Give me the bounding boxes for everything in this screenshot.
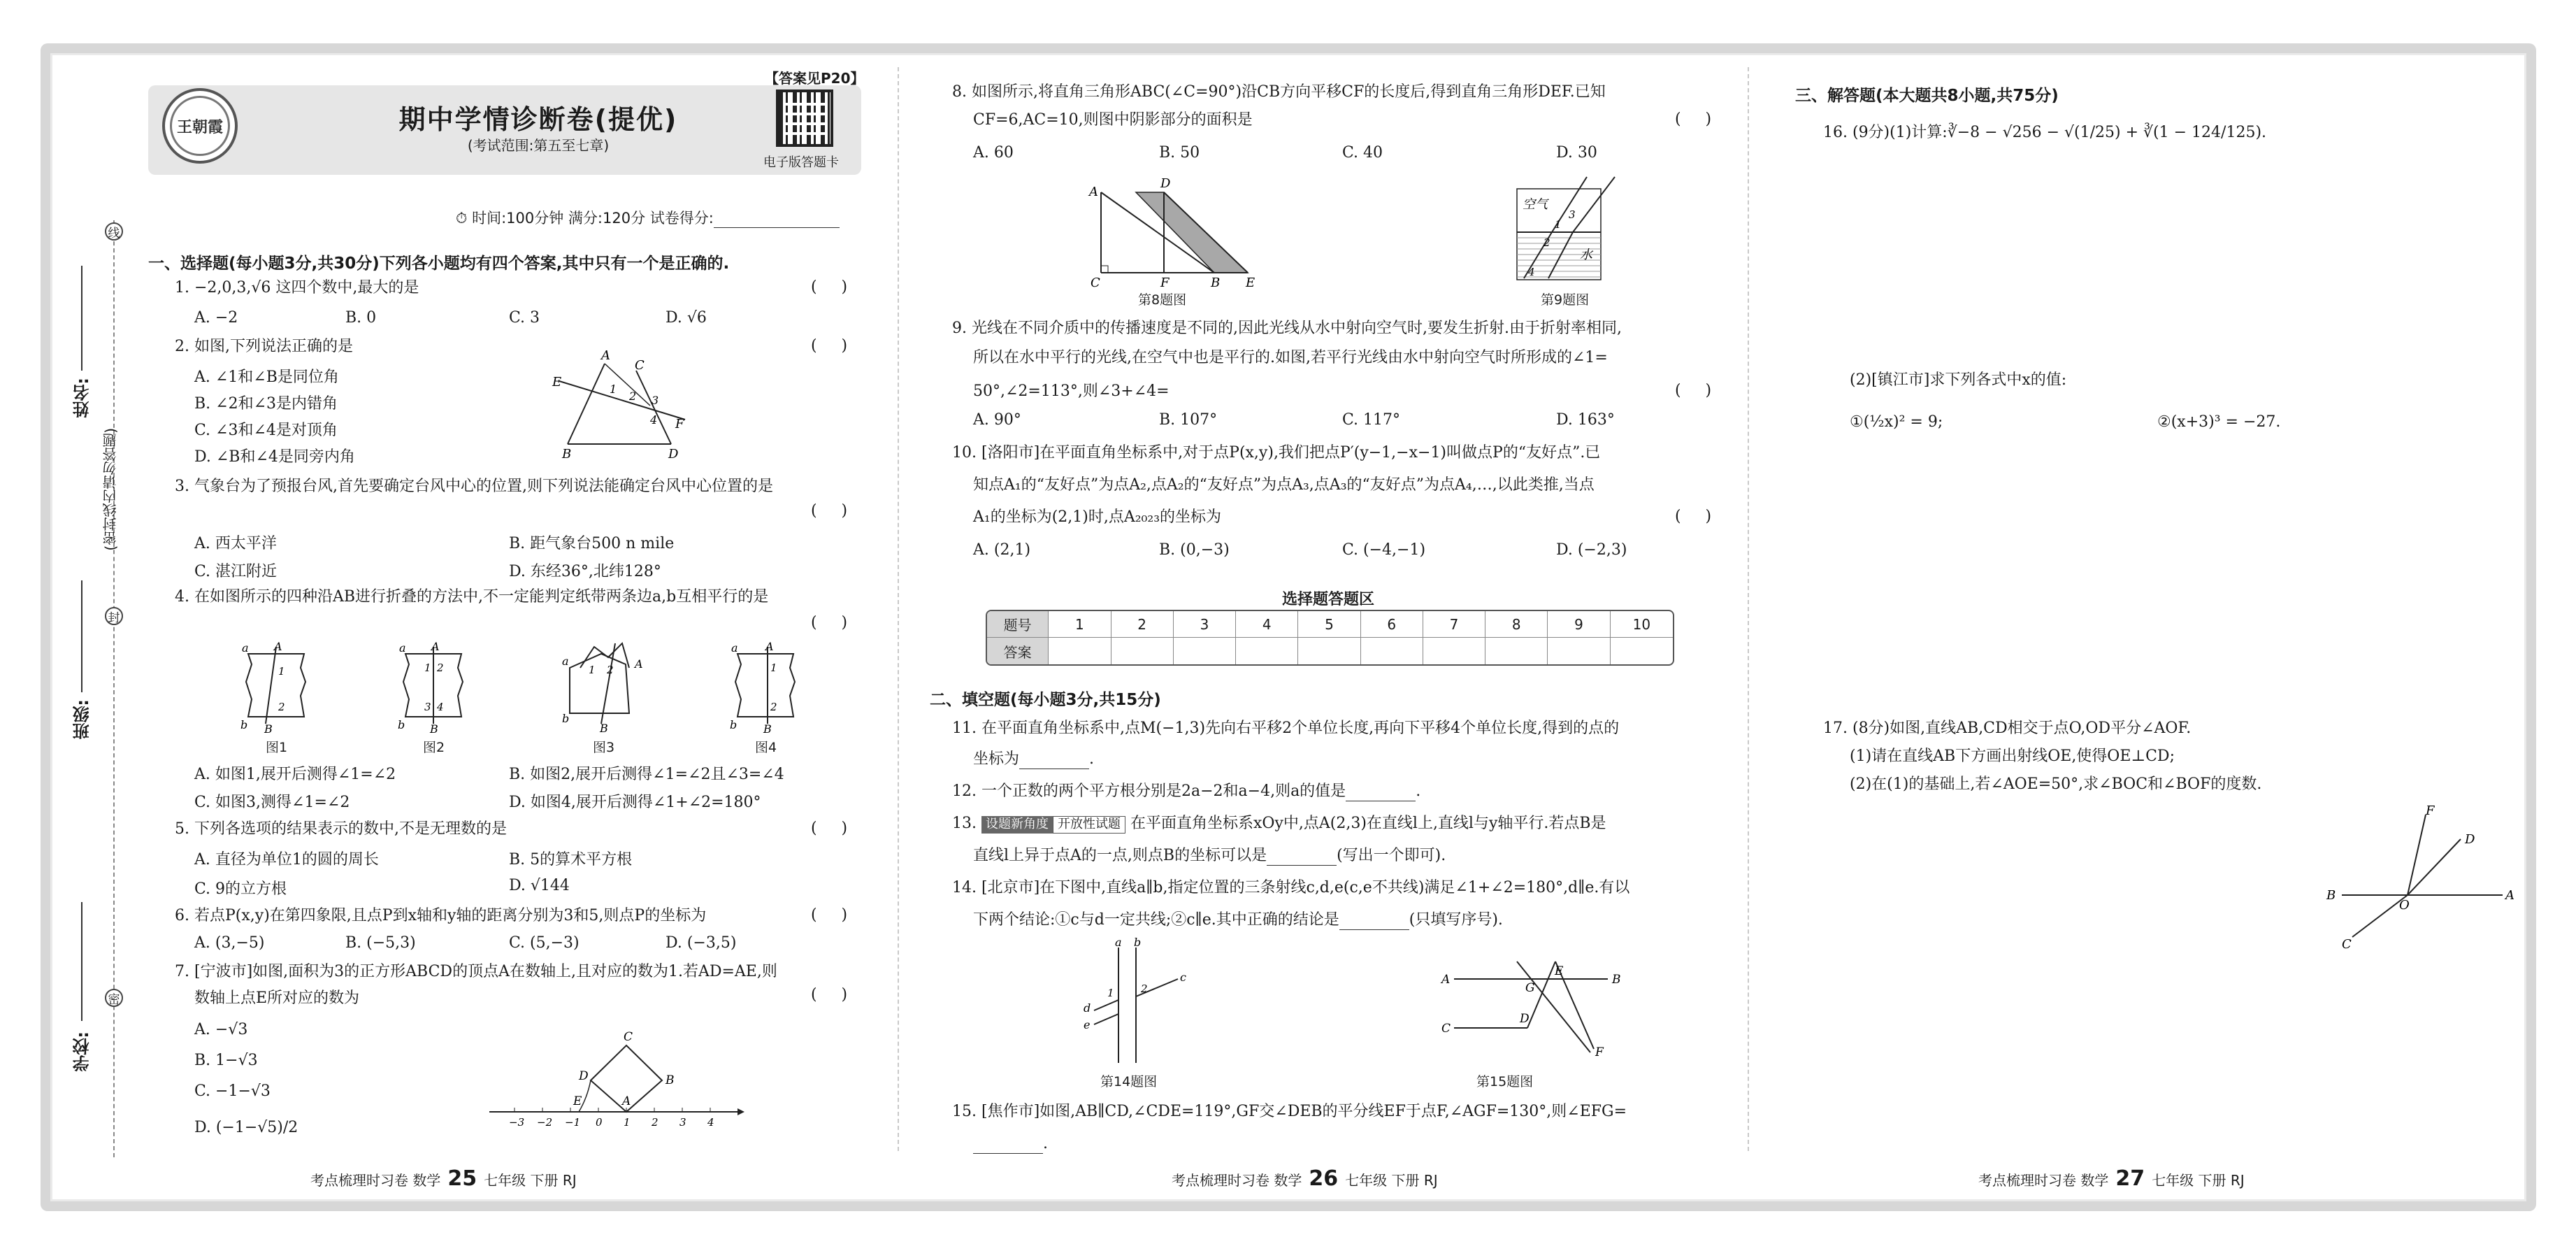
q17-stem: 17. (8分)如图,直线AB,CD相交于点O,OD平分∠AOF.: [1823, 720, 2192, 737]
svg-text:O: O: [2399, 898, 2410, 913]
q9-answer-paren[interactable]: ( ): [1675, 382, 1712, 399]
q16-part-2a: ①(½x)² = 9;: [1850, 413, 1943, 431]
answer-grid-number: 10: [1611, 611, 1673, 638]
q8-answer-paren[interactable]: ( ): [1675, 110, 1712, 128]
svg-text:2: 2: [607, 664, 614, 676]
q14-stem-line-1: 14. [北京市]在下图中,直线a∥b,指定位置的三条射线c,d,e(c,e不共线)满足∠1+∠2=180°,d∥e.有以: [952, 879, 1630, 896]
exam-meta: [456, 207, 840, 228]
name-blank[interactable]: [81, 266, 82, 371]
q1-stem: 1. −2,0,3,√6 这四个数中,最大的是: [175, 279, 419, 296]
q13-new-angle-tag: 设题新角度: [981, 816, 1053, 834]
q12-stem: 12. 一个正数的两个平方根分别是2a−2和a−4,则a的值是 .: [952, 782, 1421, 800]
q5-option-a: A. 直径为单位1的圆的周长: [194, 851, 379, 868]
answer-cell-6[interactable]: [1361, 638, 1423, 664]
answer-grid-number: 1: [1049, 611, 1111, 638]
svg-text:B: B: [1612, 973, 1621, 987]
answer-grid-answer-label: 答案: [987, 638, 1049, 664]
q9-stem-line-1: 9. 光线在不同介质中的传播速度是不同的,因此光线从水中射向空气时,要发生折射.由于折射率相同,: [952, 320, 1622, 337]
q4-figure-2: [395, 640, 472, 736]
footer-series: 考点梳理时习卷 数学: [1172, 1172, 1302, 1189]
q8-option-c: C. 40: [1342, 144, 1383, 162]
q9-option-a: A. 90°: [973, 411, 1021, 429]
svg-text:0: 0: [596, 1116, 603, 1129]
svg-text:C: C: [1441, 1022, 1451, 1036]
svg-text:a: a: [1115, 936, 1122, 949]
q14-text-2: 下两个结论:①c与d一定共线;②c∥e.其中正确的结论是: [973, 911, 1339, 929]
svg-text:−1: −1: [565, 1116, 581, 1129]
q9-stem-line-2: 所以在水中平行的光线,在空气中也是平行的.如图,若平行光线由水中射向空气时所形成的∠1=: [973, 349, 1608, 366]
q4-figure-1-caption: 图1: [266, 740, 288, 755]
seal-mark-seal: 封: [105, 607, 123, 625]
school-label: 学校:: [73, 1031, 92, 1072]
q13-stem-line-1: [952, 814, 1606, 834]
q9-option-b: B. 107°: [1159, 411, 1218, 429]
q2-option-b: B. ∠2和∠3是内错角: [194, 395, 338, 413]
svg-text:3: 3: [652, 394, 659, 407]
svg-text:F: F: [1595, 1045, 1604, 1059]
q10-option-b: B. (0,−3): [1159, 541, 1230, 559]
q9-stem-line-3: 50°,∠2=113°,则∠3+∠4=: [973, 383, 1170, 400]
svg-text:1: 1: [1555, 218, 1562, 231]
svg-text:E: E: [1246, 276, 1255, 290]
q7-number-line-figure: [489, 1028, 741, 1140]
q10-stem-line-1: 10. [洛阳市]在平面直角坐标系中,对于点P(x,y),我们把点P′(y−1,−x−1)叫做点P的“友好点”.已: [952, 444, 1601, 462]
q6-option-d: D. (−3,5): [665, 934, 737, 952]
svg-text:2: 2: [652, 1116, 659, 1129]
svg-text:3: 3: [1569, 208, 1576, 221]
q2-stem: 2. 如图,下列说法正确的是: [175, 338, 353, 355]
q15-figure: [1433, 958, 1629, 1063]
svg-text:A: A: [274, 640, 282, 653]
q8-option-a: A. 60: [973, 144, 1014, 162]
q9-air-label: 空气: [1523, 197, 1548, 212]
q10-stem-line-2: 知点A₁的“友好点”为点A₂,点A₂的“友好点”为点A₃,点A₃的“友好点”为点A₄,…,以此类推,当点: [973, 476, 1595, 494]
svg-text:c: c: [1180, 971, 1186, 984]
svg-text:D: D: [1160, 176, 1171, 191]
svg-text:D: D: [579, 1069, 589, 1083]
svg-text:4: 4: [437, 701, 444, 713]
q4-option-d: D. 如图4,展开后测得∠1+∠2=180°: [509, 794, 761, 811]
answer-grid-title: 选择题答题区: [1282, 591, 1375, 608]
svg-text:G: G: [1525, 981, 1535, 995]
svg-text:E: E: [1555, 964, 1564, 978]
footer-series: 考点梳理时习卷 数学: [310, 1172, 441, 1189]
answer-grid-number: 6: [1361, 611, 1423, 638]
svg-text:d: d: [1084, 1001, 1091, 1015]
seal-line: [113, 220, 115, 1157]
q10-answer-paren[interactable]: ( ): [1675, 508, 1712, 525]
q10-option-c: C. (−4,−1): [1342, 541, 1426, 559]
q15-end: .: [1043, 1135, 1048, 1152]
svg-text:b: b: [240, 718, 248, 731]
q13-blank[interactable]: [1267, 852, 1337, 866]
svg-text:F: F: [675, 417, 684, 431]
q15-stem-line-2: [973, 1134, 1048, 1154]
q3-answer-paren[interactable]: ( ): [811, 502, 848, 520]
q4-figure-4: [727, 640, 804, 736]
q8-option-d: D. 30: [1556, 144, 1597, 162]
svg-text:e: e: [1084, 1018, 1091, 1031]
q11-blank[interactable]: [1019, 755, 1089, 769]
svg-text:A: A: [622, 1094, 631, 1108]
section-2-heading: 二、填空题(每小题3分,共15分): [930, 691, 1161, 709]
q3-stem: 3. 气象台为了预报台风,首先要确定台风中心的位置,则下列说法能确定台风中心位置的是: [175, 478, 773, 495]
q15-figure-caption: 第15题图: [1476, 1074, 1534, 1089]
q13-number: 13.: [952, 815, 977, 832]
answer-grid-number: 5: [1298, 611, 1360, 638]
brand-logo-text: 王朝霞: [170, 96, 230, 156]
answer-grid-number-label: 题号: [987, 611, 1049, 638]
svg-text:B: B: [2326, 888, 2336, 903]
q9-figure: [1510, 173, 1622, 285]
q2-answer-paren[interactable]: ( ): [811, 337, 848, 355]
q17-part-2: (2)在(1)的基础上,若∠AOE=50°,求∠BOC和∠BOF的度数.: [1850, 775, 2262, 793]
svg-text:3: 3: [679, 1116, 686, 1129]
answer-cell-4[interactable]: [1236, 638, 1298, 664]
svg-text:B: B: [562, 447, 572, 462]
svg-text:1: 1: [610, 383, 617, 396]
q10-option-a: A. (2,1): [973, 541, 1031, 559]
answer-grid-number: 8: [1485, 611, 1548, 638]
q13-text-1: 在平面直角坐标系xOy中,点A(2,3)在直线l上,直线l与y轴平行.若点B是: [1130, 815, 1606, 832]
svg-text:2: 2: [1544, 236, 1550, 249]
q7-option-b: B. 1−√3: [194, 1052, 258, 1069]
svg-text:2: 2: [278, 701, 285, 713]
svg-text:A: A: [765, 640, 774, 653]
q1-option-b: B. 0: [345, 309, 377, 327]
q1-option-a: A. −2: [194, 309, 238, 327]
svg-text:−3: −3: [509, 1116, 525, 1129]
column-divider-1: [898, 67, 899, 1151]
section-1-heading: 一、选择题(每小题3分,共30分)下列各小题均有四个答案,其中只有一个是正确的.: [148, 255, 730, 273]
class-label: 班级:: [73, 699, 92, 740]
q4-option-b: B. 如图2,展开后测得∠1=∠2且∠3=∠4: [509, 766, 784, 783]
qr-caption: 电子版答题卡: [763, 155, 839, 170]
answer-grid-number: 7: [1423, 611, 1485, 638]
q9-figure-caption: 第9题图: [1541, 292, 1590, 308]
q17-part-1: (1)请在直线AB下方画出射线OE,使得OE⊥CD;: [1850, 748, 2175, 765]
q10-option-d: D. (−2,3): [1556, 541, 1627, 559]
svg-text:1: 1: [424, 662, 431, 674]
svg-text:B: B: [1211, 276, 1221, 290]
q5-option-b: B. 5的算术平方根: [509, 851, 633, 868]
footer-grade: 七年级 下册 RJ: [1345, 1172, 1438, 1189]
q1-option-c: C. 3: [509, 309, 540, 327]
footer-page-25: [310, 1166, 577, 1191]
answer-grid-number: 3: [1174, 611, 1236, 638]
svg-text:b: b: [1134, 936, 1142, 949]
svg-text:2: 2: [437, 662, 444, 674]
q16-part-1: 16. (9分)(1)计算:∛−8 − √256 − √(1/25) + ∛(1 − 124/125).: [1823, 124, 2267, 141]
exam-meta-text: 时间:100分钟 满分:120分 试卷得分:: [472, 210, 714, 227]
q7-stem-line-1: 7. [宁波市]如图,面积为3的正方形ABCD的顶点A在数轴上,且对应的数为1.若AD=AE,则: [175, 963, 777, 980]
q4-option-a: A. 如图1,展开后测得∠1=∠2: [194, 766, 396, 783]
svg-text:4: 4: [1528, 266, 1535, 278]
q8-figure: [1084, 175, 1272, 290]
q2-option-d: D. ∠B和∠4是同旁内角: [194, 448, 355, 466]
svg-text:a: a: [242, 641, 249, 655]
q8-figure-caption: 第8题图: [1138, 292, 1187, 308]
column-divider-2: [1748, 67, 1749, 1151]
page-number: 26: [1309, 1166, 1339, 1191]
footer-series: 考点梳理时习卷 数学: [1978, 1172, 2109, 1189]
q7-answer-paren[interactable]: ( ): [811, 986, 848, 1003]
svg-text:−2: −2: [537, 1116, 553, 1129]
page-number: 25: [447, 1166, 477, 1191]
svg-text:1: 1: [770, 662, 777, 674]
svg-text:E: E: [552, 375, 562, 389]
svg-text:1: 1: [624, 1116, 631, 1129]
svg-text:E: E: [573, 1094, 582, 1108]
svg-text:2: 2: [770, 701, 777, 713]
svg-text:C: C: [1091, 276, 1100, 290]
clock-icon: ⏱: [456, 210, 468, 227]
q8-option-b: B. 50: [1159, 144, 1200, 162]
q5-stem: 5. 下列各选项的结果表示的数中,不是无理数的是: [175, 820, 507, 838]
q5-option-d: D. √144: [509, 877, 570, 894]
seal-mark-secret: 密: [105, 989, 123, 1007]
svg-text:B: B: [763, 722, 772, 736]
q9-option-c: C. 117°: [1342, 411, 1401, 429]
answer-cell-1[interactable]: [1049, 638, 1111, 664]
qr-code-icon[interactable]: [776, 90, 833, 147]
answer-cell-9[interactable]: [1548, 638, 1610, 664]
svg-text:C: C: [2342, 937, 2352, 952]
q10-stem-line-3: A₁的坐标为(2,1)时,点A₂₀₂₃的坐标为: [973, 508, 1222, 526]
q1-option-d: D. √6: [665, 309, 707, 327]
svg-text:1: 1: [589, 664, 596, 676]
name-label: 姓名:: [73, 378, 92, 418]
q11-stem-line-1: 11. 在平面直角坐标系中,点M(−1,3)先向右平移2个单位长度,再向下平移4个单位长度,得到的点的: [952, 720, 1620, 737]
q13-text-2: 直线l上异于点A的一点,则点B的坐标可以是: [973, 847, 1267, 864]
svg-text:A: A: [1089, 185, 1098, 199]
svg-text:A: A: [635, 657, 643, 671]
q3-option-b: B. 距气象台500 n mile: [509, 535, 675, 552]
brand-logo: [162, 88, 238, 164]
svg-text:B: B: [264, 722, 273, 736]
q3-option-d: D. 东经36°,北纬128°: [509, 563, 661, 580]
page-number: 27: [2115, 1166, 2145, 1191]
school-blank[interactable]: [81, 902, 82, 1021]
svg-text:a: a: [562, 655, 569, 668]
exam-title: 期中学情诊断卷(提优): [398, 104, 678, 135]
svg-text:b: b: [398, 718, 405, 731]
q14-figure: [1084, 936, 1195, 1066]
q4-figure-2-caption: 图2: [423, 740, 445, 755]
svg-text:B: B: [430, 722, 438, 736]
q4-answer-paren[interactable]: ( ): [811, 614, 848, 631]
seal-notice: (密封线内请勿答题): [102, 428, 119, 551]
answer-grid-number: 9: [1548, 611, 1610, 638]
q4-figure-3: [559, 640, 650, 734]
q4-option-c: C. 如图3,测得∠1=∠2: [194, 794, 350, 811]
svg-text:C: C: [635, 358, 645, 373]
answer-cell-3[interactable]: [1174, 638, 1236, 664]
q1-answer-paren[interactable]: ( ): [811, 278, 848, 296]
q16-part-2: (2)[镇江市]求下列各式中x的值:: [1850, 371, 2067, 389]
q14-figure-caption: 第14题图: [1100, 1074, 1158, 1089]
q4-figure-3-caption: 图3: [593, 740, 615, 755]
q17-figure: [2321, 804, 2524, 958]
q2-option-c: C. ∠3和∠4是对顶角: [194, 422, 338, 439]
q9-option-d: D. 163°: [1556, 411, 1615, 429]
answer-grid-number: 2: [1111, 611, 1174, 638]
section-3-heading: 三、解答题(本大题共8小题,共75分): [1795, 87, 2059, 105]
svg-text:D: D: [2465, 832, 2475, 847]
q6-stem: 6. 若点P(x,y)在第四象限,且点P到x轴和y轴的距离分别为3和5,则点P的坐标为: [175, 907, 707, 924]
q8-stem-line-1: 8. 如图所示,将直角三角形ABC(∠C=90°)沿CB方向平移CF的长度后,得到直角三角形DEF.已知: [952, 83, 1606, 101]
q3-option-c: C. 湛江附近: [194, 563, 278, 580]
answer-cell-10[interactable]: [1611, 638, 1673, 664]
svg-text:A: A: [431, 640, 440, 653]
q2-option-a: A. ∠1和∠B是同位角: [194, 369, 339, 386]
svg-text:D: D: [668, 447, 679, 462]
svg-text:2: 2: [1141, 982, 1148, 995]
svg-text:b: b: [562, 712, 570, 725]
svg-text:2: 2: [629, 389, 637, 403]
q6-option-c: C. (5,−3): [509, 934, 580, 952]
q12-blank[interactable]: [1346, 787, 1416, 801]
q6-option-a: A. (3,−5): [194, 934, 265, 952]
answer-cell-5[interactable]: [1298, 638, 1360, 664]
q7-option-d: D. (−1−√5)/2: [194, 1119, 298, 1136]
q14-stem-line-2: [973, 910, 1503, 930]
q7-option-c: C. −1−√3: [194, 1082, 271, 1100]
q9-water-label: 水: [1580, 248, 1592, 262]
q5-option-c: C. 9的立方根: [194, 880, 287, 898]
svg-text:b: b: [730, 718, 737, 731]
q14-blank[interactable]: [1339, 916, 1409, 930]
q4-figure-4-caption: 图4: [755, 740, 777, 755]
svg-text:1: 1: [1107, 987, 1114, 999]
svg-text:4: 4: [707, 1116, 714, 1129]
exam-scope: (考试范围:第五至七章): [467, 137, 610, 154]
q7-option-a: A. −√3: [194, 1021, 248, 1038]
svg-text:D: D: [1520, 1012, 1530, 1026]
answer-grid-answer-row: [987, 638, 1673, 664]
footer-page-27: [1978, 1166, 2245, 1191]
q14-hint: (只填写序号).: [1409, 911, 1503, 929]
q11-stem-line-2: 坐标为 .: [973, 750, 1095, 768]
q5-answer-paren[interactable]: ( ): [811, 820, 848, 837]
q15-stem-line-1: 15. [焦作市]如图,AB∥CD,∠CDE=119°,GF交∠DEB的平分线EF于点F,∠AGF=130°,则∠EFG=: [952, 1103, 1627, 1120]
svg-text:A: A: [1441, 973, 1451, 987]
footer-page-26: [1172, 1166, 1438, 1191]
svg-text:F: F: [2426, 803, 2435, 818]
answer-cell-8[interactable]: [1485, 638, 1548, 664]
q2-figure: [552, 350, 692, 462]
q15-blank[interactable]: [973, 1140, 1043, 1154]
svg-text:3: 3: [424, 701, 431, 713]
answer-reference: 【答案见P20】: [765, 70, 865, 87]
score-blank[interactable]: [714, 214, 840, 228]
q8-stem-line-2: CF=6,AC=10,则图中阴影部分的面积是: [973, 111, 1253, 129]
answer-cell-2[interactable]: [1111, 638, 1174, 664]
svg-text:1: 1: [278, 665, 285, 678]
answer-grid: [986, 610, 1674, 666]
svg-text:a: a: [731, 641, 738, 655]
q13-hint: (写出一个即可).: [1337, 847, 1446, 864]
q13-open-question-tag: 开放性试题: [1053, 816, 1125, 834]
svg-text:A: A: [601, 348, 610, 363]
svg-text:4: 4: [650, 413, 658, 427]
q7-stem-line-2: 数轴上点E所对应的数为: [194, 989, 360, 1007]
q11-text: 坐标为: [973, 750, 1020, 768]
svg-text:C: C: [624, 1030, 633, 1044]
footer-grade: 七年级 下册 RJ: [2152, 1172, 2245, 1189]
q16-part-2b: ②(x+3)³ = −27.: [2157, 413, 2281, 431]
svg-text:A: A: [2505, 888, 2514, 903]
footer-grade: 七年级 下册 RJ: [484, 1172, 577, 1189]
q13-stem-line-2: [973, 846, 1446, 866]
q3-option-a: A. 西太平洋: [194, 535, 277, 552]
q4-stem: 4. 在如图所示的四种沿AB进行折叠的方法中,不一定能判定纸带两条边a,b互相平行的是: [175, 588, 769, 606]
svg-text:a: a: [399, 641, 406, 655]
svg-text:B: B: [600, 722, 608, 735]
class-blank[interactable]: [81, 580, 82, 692]
answer-grid-number: 4: [1236, 611, 1298, 638]
q4-figure-1: [238, 640, 315, 736]
seal-mark-line: 线: [105, 222, 123, 241]
answer-cell-7[interactable]: [1423, 638, 1485, 664]
answer-grid-number-row: [987, 611, 1673, 638]
svg-text:F: F: [1160, 276, 1170, 290]
svg-text:B: B: [665, 1073, 675, 1087]
q12-text: 12. 一个正数的两个平方根分别是2a−2和a−4,则a的值是: [952, 782, 1346, 800]
q6-answer-paren[interactable]: ( ): [811, 906, 848, 924]
q6-option-b: B. (−5,3): [345, 934, 416, 952]
